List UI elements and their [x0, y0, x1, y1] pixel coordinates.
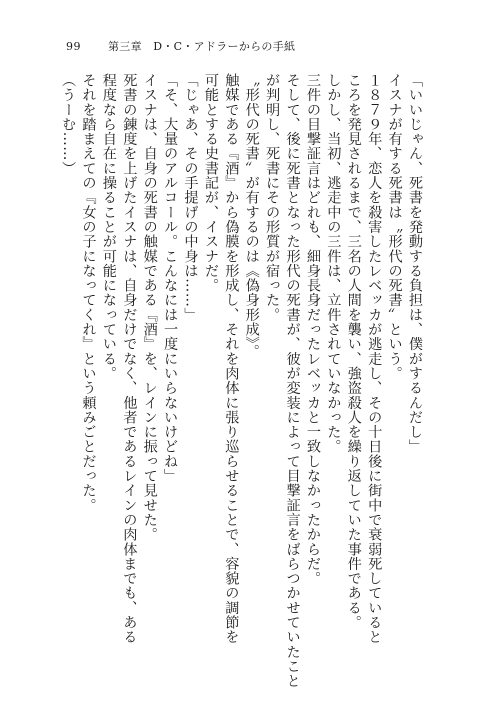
text-line: ころを発見されるまで、三名の人間を襲い、強盗殺人を繰り返していた事件である。 — [345, 73, 362, 630]
text-line: それを踏まえての『女の子になってくれ』という頼みごとだった。 — [80, 73, 97, 513]
text-line: 「じゃあ、その手提げの中身は……」 — [182, 73, 199, 323]
text-line: が判明し、死書にその形質が宿った。 — [264, 73, 281, 323]
page-number: 99 — [66, 40, 81, 53]
text-line: 死書の錬度を上げたイスナは、自身だけでなく、他者であるレインの肉体までも、ある — [121, 73, 138, 645]
text-line: 三件の目撃証言はどれも、細身長身だったレベッカと一致しなかったからだ。 — [304, 73, 321, 586]
text-line: イスナは、自身の死書の触媒である『酒』を、レインに振って見せた。 — [141, 73, 158, 542]
vertical-body-text — [58, 73, 425, 689]
text-line: 「いいじゃん、死書を発動する負担は、僕がするんだし」 — [407, 73, 423, 454]
page-header — [66, 38, 426, 56]
text-line: イスナが有する死書は〝形代の死書〟という。 — [386, 73, 403, 381]
text-line: 〝形代の死書〟が有するのは《偽身形成》。 — [243, 73, 260, 359]
chapter-running-head: 第三章 D・C・アドラーからの手紙 — [108, 40, 296, 53]
text-line: 可能とする史書記が、イスナだ。 — [202, 73, 219, 293]
text-line: しかし、当初、逃走中の三件は、立件されていなかった。 — [325, 73, 342, 454]
text-line: （うーむ……） — [60, 73, 77, 176]
text-line: 触媒である『酒』から偽膜を形成し、それを肉体に張り巡らせることで、容貌の調節を — [223, 73, 240, 645]
text-line: １８７９年、恋人を殺害したレベッカが逃走し、その十日後に街中で衰弱死していると — [366, 73, 383, 645]
text-line: そして、後に死書となった形代の死書が、彼が変装によって目撃証言をばらつかせていたこと — [284, 73, 301, 689]
text-line: 「そ、大量のアルコール。こんなには一度にいらないけどね」 — [162, 73, 179, 484]
text-line: 程度なら自在に操ることが可能になっている。 — [100, 73, 117, 381]
